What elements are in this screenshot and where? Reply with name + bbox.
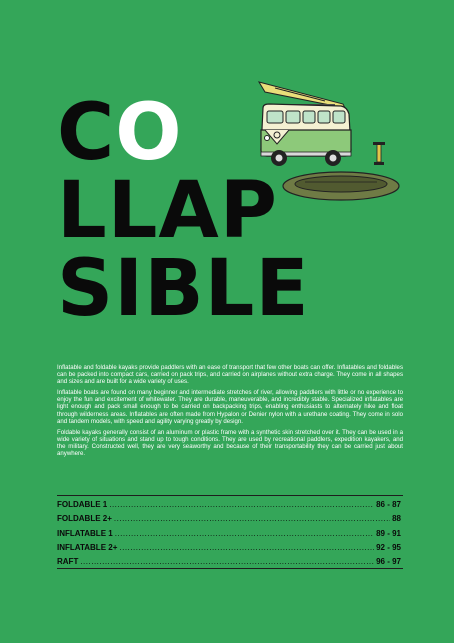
title-line-3: SIBLE [57, 244, 310, 334]
toc-item-inflatable-1[interactable] [57, 529, 401, 543]
toc-pages: 88 [392, 514, 401, 524]
toc-pages: 86 - 87 [376, 500, 401, 509]
intro-paragraph-2: Inflatable boats are found on many beginner and intermediate stretches of river, allowing paddlers with little or no experience to enjoy the fun and excitement of whitewater. They are durable, maneuverable, and incredibly stable. Specialized inflatables are light enough and pack small enough to be carried on backpacking trips, enabling enthusiasts to alternately hike and float through wilderness areas. Inflatables are often made from Hypalon or Denier nylon with a urethane coating. They come in solo and tandem models, with speed and agility varying greatly by design. [57, 389, 403, 425]
toc-item-foldable-2[interactable] [57, 514, 401, 528]
van-with-kayak-and-inflatable-boat-icon [255, 74, 405, 204]
toc-pages: 92 - 95 [376, 542, 401, 552]
toc-label: FOLDABLE 2+ [57, 514, 112, 524]
toc-label: FOLDABLE 1 [57, 500, 108, 509]
toc-item-raft[interactable] [57, 557, 401, 571]
title-letter-o: O [115, 88, 183, 178]
toc-leader-dots [114, 514, 390, 523]
title-line-2: LLAP [57, 166, 278, 256]
title-letter-c: C [57, 88, 116, 178]
toc-top-divider [57, 495, 403, 496]
toc-item-foldable-1[interactable] [57, 500, 401, 514]
toc-leader-dots [115, 529, 374, 538]
table-of-contents [57, 500, 401, 571]
toc-leader-dots [80, 557, 374, 566]
toc-leader-dots [109, 500, 374, 509]
title-line-1 [57, 88, 183, 178]
toc-item-inflatable-2[interactable] [57, 543, 401, 557]
intro-text [57, 364, 403, 461]
toc-bottom-divider [57, 568, 403, 569]
toc-label: RAFT [57, 557, 79, 567]
intro-paragraph-3: Foldable kayaks generally consist of an aluminum or plastic frame with a synthetic skin stretched over it. They can be used in a wide variety of situations and stand up to tough conditions. They are used by recreational paddlers, expedition kayakers, and the military. Constructed well, they are very seaworthy and because of their transportability they can be carried just about anywhere. [57, 428, 403, 458]
toc-pages: 96 - 97 [376, 557, 401, 567]
toc-leader-dots [119, 543, 374, 552]
toc-label: INFLATABLE 2+ [57, 542, 118, 552]
intro-paragraph-1: Inflatable and foldable kayaks provide paddlers with an ease of transport that few other boats can offer. Inflatables and foldables can be packed into compact cars, carried on pack trips, and carried on airplanes without extra charge. They come in all shapes and sizes and are built for a wide variety of uses. [57, 364, 403, 386]
toc-pages: 89 - 91 [376, 528, 401, 538]
toc-label: INFLATABLE 1 [57, 528, 113, 538]
